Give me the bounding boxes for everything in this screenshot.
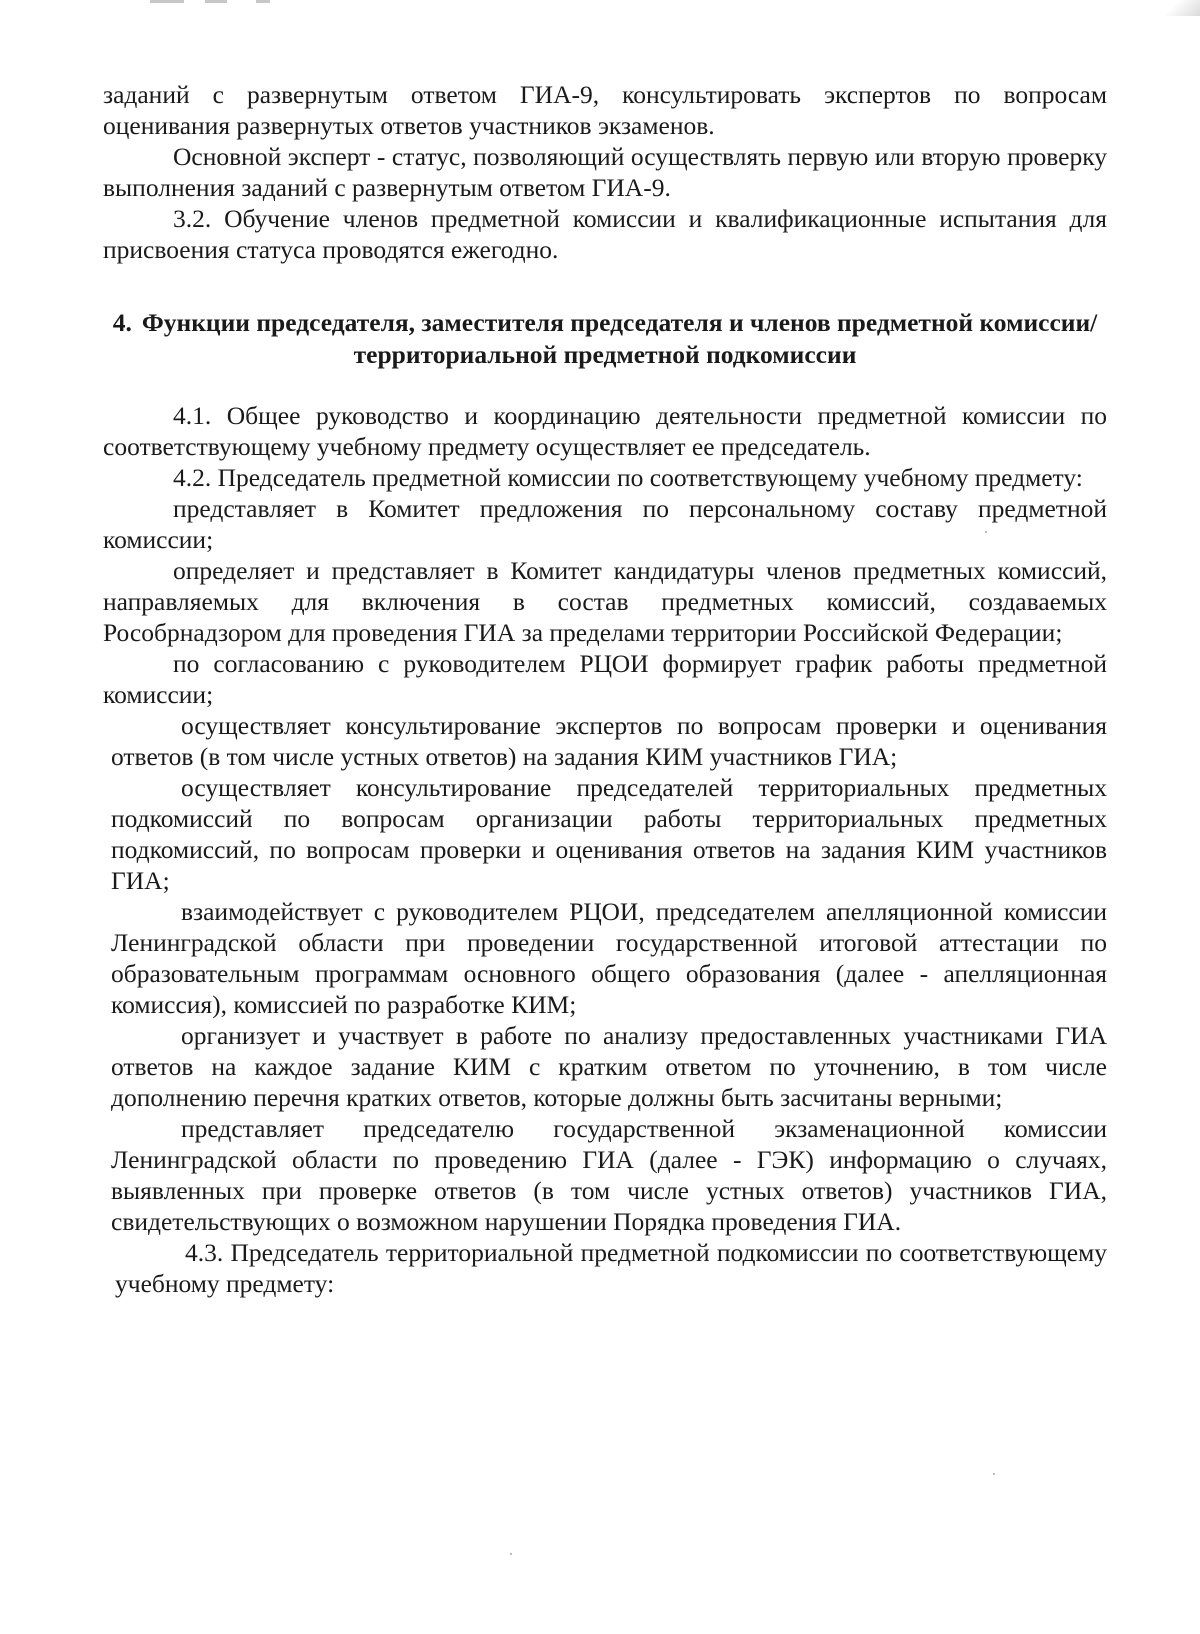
list-item: представляет председателю государственной экзаменационной комиссии Ленинградской области по проведению ГИА (далее - ГЭК) информацию о случаях, выявленных при проверке ответов (в том числе устных ответов) участников ГИА, свидетельствующих о возможном нарушении Порядка проведения ГИА.: [111, 1114, 1107, 1236]
scan-artifact: [150, 0, 184, 3]
paragraph-main-expert-status: Основной эксперт - статус, позволяющий осуществлять первую или вторую проверку выполнения заданий с развернутым ответом ГИА-9.: [103, 142, 1107, 202]
paragraph-4-2: 4.2. Председатель предметной комиссии по соответствующему учебному предмету:: [173, 463, 1083, 492]
list-item: осуществляет консультирование экспертов по вопросам проверки и оценивания ответов (в том числе устных ответов) на задания КИМ участников ГИА;: [111, 711, 1107, 771]
list-item: организует и участвует в работе по анализу предоставленных участниками ГИА ответов на каждое задание КИМ с кратким ответом по уточнению, в том числе дополнению перечня кратких ответов, которые должны быть засчитаны верными;: [111, 1021, 1107, 1112]
document-body: [103, 79, 1107, 1299]
scan-speck: [993, 1473, 995, 1475]
paragraph-3-2: 3.2. Обучение членов предметной комиссии и квалификационные испытания для присвоения статуса проводятся ежегодно.: [103, 204, 1107, 264]
list-item: взаимодействует с руководителем РЦОИ, председателем апелляционной комиссии Ленинградской области при проведении государственной итоговой аттестации по образовательным программам основного общего образования (далее - апелляционная комиссия), комиссией по разработке КИМ;: [111, 897, 1107, 1019]
list-item: представляет в Комитет предложения по персональному составу предметной комиссии;: [103, 494, 1107, 554]
scan-artifact: [1154, 0, 1200, 16]
list-item: осуществляет консультирование председателей территориальных предметных подкомиссий по вопросам организации работы территориальных предметных подкомиссий, по вопросам проверки и оценивания ответов на задания КИМ участников ГИА;: [111, 773, 1107, 895]
section-number: 4.: [112, 308, 132, 337]
scan-speck: [510, 1553, 512, 1555]
scan-artifact: [256, 0, 270, 3]
list-item: определяет и представляет в Комитет кандидатуры членов предметных комиссий, направляемых для включения в состав предметных комиссий, создаваемых Рособрнадзором для проведения ГИА за пределами территории Российской Федерации;: [103, 556, 1107, 647]
list-item: по согласованию с руководителем РЦОИ формирует график работы предметной комиссии;: [103, 649, 1107, 709]
paragraph-4-3: 4.3. Председатель территориальной предметной подкомиссии по соответствующему учебному предмету:: [115, 1238, 1107, 1298]
scan-artifact: [205, 0, 227, 3]
paragraph-continuation: заданий с развернутым ответом ГИА-9, консультировать экспертов по вопросам оценивания развернутых ответов участников экзаменов.: [103, 80, 1107, 140]
section-title: Функции председателя, заместителя председателя и членов предметной комиссии/территориальной предметной подкомиссии: [141, 308, 1098, 369]
paragraph-4-1: 4.1. Общее руководство и координацию деятельности предметной комиссии по соответствующему учебному предмету осуществляет ее председатель.: [103, 401, 1107, 461]
section-heading: [103, 307, 1107, 371]
